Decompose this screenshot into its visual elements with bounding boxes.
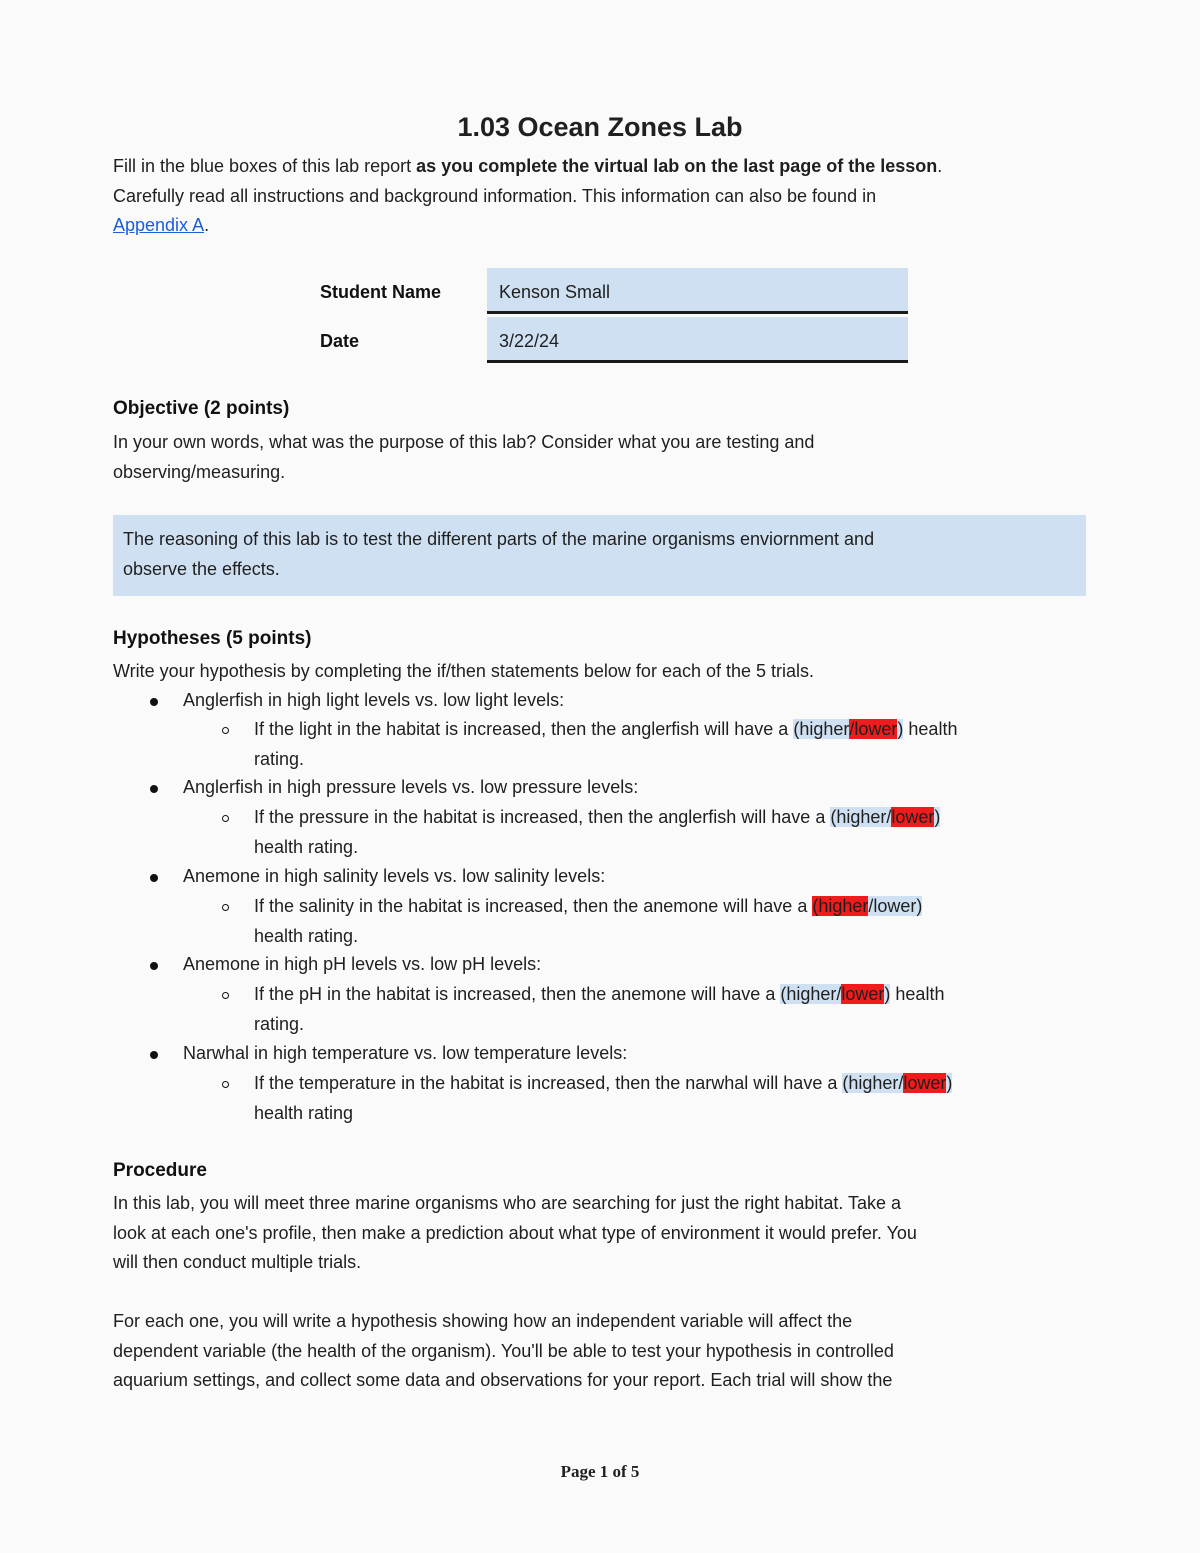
bullet-dot-icon [150, 698, 158, 706]
intro-bold-text: as you complete the virtual lab on the last page of the lesson [416, 156, 938, 176]
hypothesis-item-2-title: Anglerfish in high pressure levels vs. low pressure levels: [183, 777, 639, 797]
objective-answer-box[interactable] [113, 515, 1086, 596]
hypothesis-item-5-statement [254, 1073, 952, 1094]
hypothesis-1-line-2: rating. [254, 749, 305, 769]
bullet-dot-icon [150, 874, 158, 882]
hypothesis-item-1-title: Anglerfish in high light levels vs. low light levels: [183, 690, 565, 710]
hypothesis-1-post: health [903, 719, 958, 739]
procedure-p1-line-1: In this lab, you will meet three marine organisms who are searching for just the right habitat. Take a [113, 1193, 902, 1213]
procedure-paragraph-1 [113, 1189, 1073, 1278]
student-name-row [320, 268, 910, 316]
hypothesis-4-slash: / [836, 984, 842, 1004]
hypothesis-3-line-2: health rating. [254, 926, 359, 946]
bullet-circle-icon [222, 727, 229, 734]
hypothesis-3-open-paren: ( [812, 896, 819, 916]
document-title: 1.03 Ocean Zones Lab [457, 112, 743, 142]
hypothesis-3-higher-option[interactable]: higher [818, 896, 869, 916]
hypothesis-2-text: If the pressure in the habitat is increased, then the anglerfish will have a [254, 807, 831, 827]
intro-text: Fill in the blue boxes of this lab report [113, 156, 417, 176]
hypothesis-4-higher-option[interactable]: higher [786, 984, 837, 1004]
procedure-p2-line-1: For each one, you will write a hypothesis showing how an independent variable will affect the [113, 1311, 853, 1331]
hypothesis-item-4-title: Anemone in high pH levels vs. low pH levels: [183, 954, 542, 974]
hypothesis-5-line-2: health rating [254, 1103, 354, 1123]
date-row [320, 317, 910, 365]
hypothesis-2-line-2: health rating. [254, 837, 359, 857]
objective-prompt [113, 428, 1073, 487]
intro-end: . [204, 215, 210, 235]
date-field[interactable]: 3/22/24 [487, 317, 908, 363]
hypothesis-4-open-paren: ( [780, 984, 787, 1004]
procedure-p1-line-3: will then conduct multiple trials. [113, 1252, 362, 1272]
hypothesis-item-2-statement [254, 807, 940, 828]
bullet-circle-icon [222, 815, 229, 822]
hypothesis-2-higher-option[interactable]: higher [836, 807, 887, 827]
hypothesis-3-close-paren: ) [916, 896, 923, 916]
bullet-circle-icon [222, 992, 229, 999]
objective-answer-line-2: observe the effects. [123, 558, 280, 579]
hypothesis-4-close-paren: ) [884, 984, 891, 1004]
hypothesis-item-3-statement [254, 896, 922, 917]
hypothesis-5-lower-option[interactable]: lower [903, 1073, 947, 1093]
hypothesis-1-open-paren: ( [793, 719, 800, 739]
hypothesis-3-slash: / [868, 896, 874, 916]
objective-heading: Objective (2 points) [113, 398, 290, 419]
hypothesis-5-higher-option[interactable]: higher [848, 1073, 899, 1093]
hypothesis-2-lower-option[interactable]: lower [891, 807, 935, 827]
hypothesis-4-post: health [890, 984, 945, 1004]
hypothesis-3-text: If the salinity in the habitat is increased, then the anemone will have a [254, 896, 813, 916]
page-number: Page 1 of 5 [560, 1462, 640, 1481]
procedure-paragraph-2 [113, 1307, 1073, 1396]
procedure-heading: Procedure [113, 1160, 207, 1181]
hypothesis-5-slash: / [898, 1073, 904, 1093]
hypothesis-2-open-paren: ( [830, 807, 837, 827]
intro-paragraph [113, 152, 1073, 241]
appendix-a-link[interactable]: Appendix A [113, 215, 205, 235]
intro-period: . [937, 156, 943, 176]
bullet-dot-icon [150, 962, 158, 970]
hypothesis-4-line-2: rating. [254, 1014, 305, 1034]
hypothesis-5-close-paren: ) [946, 1073, 953, 1093]
hypothesis-4-lower-option[interactable]: lower [841, 984, 885, 1004]
bullet-circle-icon [222, 904, 229, 911]
date-label: Date [320, 331, 360, 351]
procedure-p2-line-2: dependent variable (the health of the organism). You'll be able to test your hypothesis in controlled [113, 1340, 894, 1361]
hypothesis-1-higher-option[interactable]: higher [799, 719, 850, 739]
procedure-p1-line-2: look at each one's profile, then make a prediction about what type of environment it would prefer. You [113, 1222, 917, 1243]
objective-answer-line-1: The reasoning of this lab is to test the different parts of the marine organisms enviornment and [123, 529, 875, 549]
hypothesis-2-close-paren: ) [934, 807, 941, 827]
bullet-dot-icon [150, 1051, 158, 1059]
intro-line-2: Carefully read all instructions and background information. This information can also be found in [113, 185, 877, 206]
student-name-label: Student Name [320, 282, 442, 302]
hypothesis-item-3-title: Anemone in high salinity levels vs. low salinity levels: [183, 866, 606, 886]
hypothesis-2-slash: / [886, 807, 892, 827]
bullet-circle-icon [222, 1081, 229, 1088]
objective-prompt-line-1: In your own words, what was the purpose of this lab? Consider what you are testing and [113, 432, 815, 452]
bullet-dot-icon [150, 785, 158, 793]
hypotheses-intro: Write your hypothesis by completing the if/then statements below for each of the 5 trials. [113, 661, 815, 681]
procedure-p2-line-3: aquarium settings, and collect some data and observations for your report. Each trial will show the [113, 1370, 893, 1390]
hypothesis-1-lower-option[interactable]: lower [854, 719, 898, 739]
hypotheses-heading: Hypotheses (5 points) [113, 628, 312, 649]
hypothesis-1-slash: / [849, 719, 855, 739]
hypothesis-1-close-paren: ) [897, 719, 904, 739]
hypothesis-item-4-statement [254, 984, 944, 1005]
hypothesis-3-lower-option[interactable]: lower [873, 896, 917, 916]
hypothesis-5-open-paren: ( [842, 1073, 849, 1093]
hypothesis-4-text: If the pH in the habitat is increased, then the anemone will have a [254, 984, 781, 1004]
student-name-field[interactable]: Kenson Small [487, 268, 908, 314]
hypothesis-item-5-title: Narwhal in high temperature vs. low temperature levels: [183, 1043, 628, 1063]
objective-prompt-line-2: observing/measuring. [113, 461, 286, 482]
hypothesis-item-1-statement [254, 719, 957, 740]
hypothesis-5-text: If the temperature in the habitat is increased, then the narwhal will have a [254, 1073, 843, 1093]
hypothesis-1-text: If the light in the habitat is increased, then the anglerfish will have a [254, 719, 794, 739]
